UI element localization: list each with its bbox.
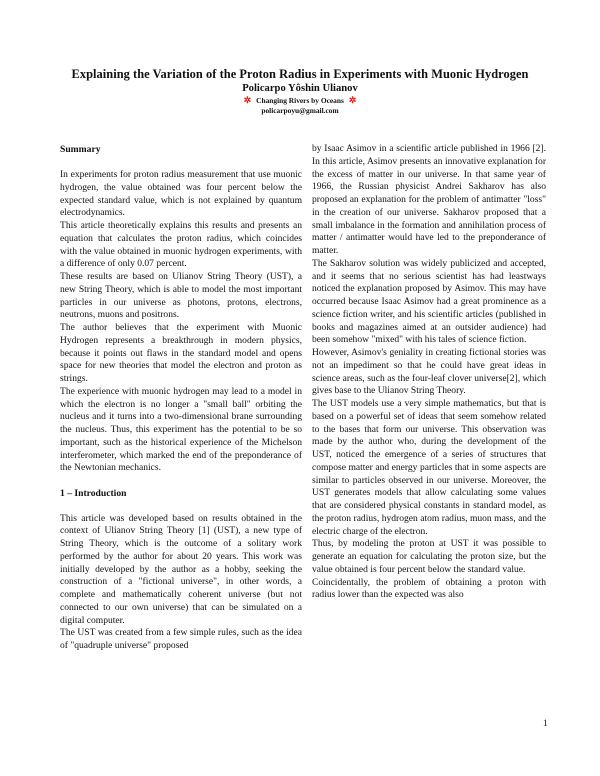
body-paragraph: by Isaac Asimov in a scientific article published in 1966 [2]. In this article, Asimov presents an innovative explanation for the excess of matter in our universe. In that same year of 1966, the Russian physicist Andrei Sakharov has also proposed an explanation for the problem of antimatter "loss" in the creation of our universe. Sakharov proposed that a small imbalance in the formation and annihilation process of matter / antimatter would have led to the preponderance of matter.	[312, 143, 546, 256]
body-paragraph: The Sakharov solution was widely publicized and accepted, and it seems that no serious scientist has had leastways noticed the explanation proposed by Asimov. This may have occurred because Isaac Asimov had a great prominence as a science fiction writer, and his scientific articles (published in books and magazines aimed at an outsider audience) had been somehow "mixed" with his tales of science fiction.	[312, 257, 546, 346]
intro-paragraph: The UST was created from a few simple rules, such as the idea of "quadruple universe" proposed	[60, 627, 302, 652]
body-paragraph: However, Asimov's geniality in creating fictional stories was not an impediment so that he could have great ideas in science areas, such as the four-leaf clover universe[2], which gives base to the Ulianov String Theory.	[312, 347, 546, 397]
paper-title: Explaining the Variation of the Proton Radius in Experiments with Muonic Hydrogen	[71, 67, 529, 81]
summary-heading: Summary	[60, 144, 101, 155]
red-star-icon: ✲	[243, 95, 252, 105]
spacer	[60, 475, 302, 488]
affiliation	[0, 95, 600, 106]
right-column	[312, 143, 546, 602]
body-paragraph: The UST models use a very simple mathematics, but that is based on a powerful set of ideas that seem somehow related to the bases that form our universe. This observation was made by the author who, during the development of the UST, noticed the emergence of a series of structures that compose matter and energy particles that in some aspects are similar to particles observed in our universe. Moreover, the UST generates models that allow calculating some values that are considered physical constants in standard model, as the proton radius, hydrogen atom radius, muon mass, and the electric charge of the electron.	[312, 398, 546, 537]
page-number: 1	[543, 719, 548, 729]
summary-paragraph: The author believes that the experiment with Muonic Hydrogen represents a breakthrough in modern physics, because it points out flaws in the standard model and opens space for new theories that model the electron and proton as strings.	[60, 322, 302, 384]
introduction-heading: 1 – Introduction	[60, 487, 127, 499]
body-paragraph: Coincidentally, the problem of obtaining a proton with radius lower than the expected was also	[312, 576, 546, 601]
red-star-icon: ✲	[348, 95, 357, 105]
affiliation-text: Changing Rivers by Oceans	[256, 96, 344, 105]
summary-paragraph: The experience with muonic hydrogen may lead to a model in which the electron is no longer a "small ball" orbiting the nucleus and it turns into a two-dimensional brane surrounding the nucleus. Thus, this experiment has the potential to be so important, such as the historical experience of the Michelson interferometer, which marked the end of the preponderance of the Newtonian mechanics.	[60, 385, 302, 474]
author-email: policarpoyu@gmail.com	[261, 106, 339, 115]
summary-paragraph: In experiments for proton radius measurement that use muonic hydrogen, the value obtained was four percent below the expected standard value, which is not explained by quantum electrodynamics.	[60, 169, 302, 219]
intro-paragraph: This article was developed based on results obtained in the context of Ulianov String Theory [1] (UST), a new type of String Theory, which is the outcome of a solitary work performed by the author for about 20 years. This work was initially developed by the author as a hobby, seeking the construction of a "fictional universe", in other words, a complete and mathematically coherent universe (but not connected to our own universe) that can be simulated on a digital computer.	[60, 512, 302, 626]
left-column	[60, 144, 302, 653]
paper-header	[0, 67, 600, 116]
summary-paragraph: This article theoretically explains this results and presents an equation that calculates the proton radius, which coincides with the value obtained in muonic hydrogen experiments, with a difference of only 0.07 percent.	[60, 220, 302, 270]
summary-paragraph: These results are based on Ulianov String Theory (UST), a new String Theory, which is able to model the most important particles in our universe as photons, protons, electrons, neutrons, muons and positrons.	[60, 271, 302, 321]
body-paragraph: Thus, by modeling the proton at UST it was possible to generate an equation for calculating the proton size, but the value obtained is four percent below the standard value.	[312, 538, 546, 575]
author-name: Policarpo Yôshin Ulianov	[242, 83, 358, 94]
